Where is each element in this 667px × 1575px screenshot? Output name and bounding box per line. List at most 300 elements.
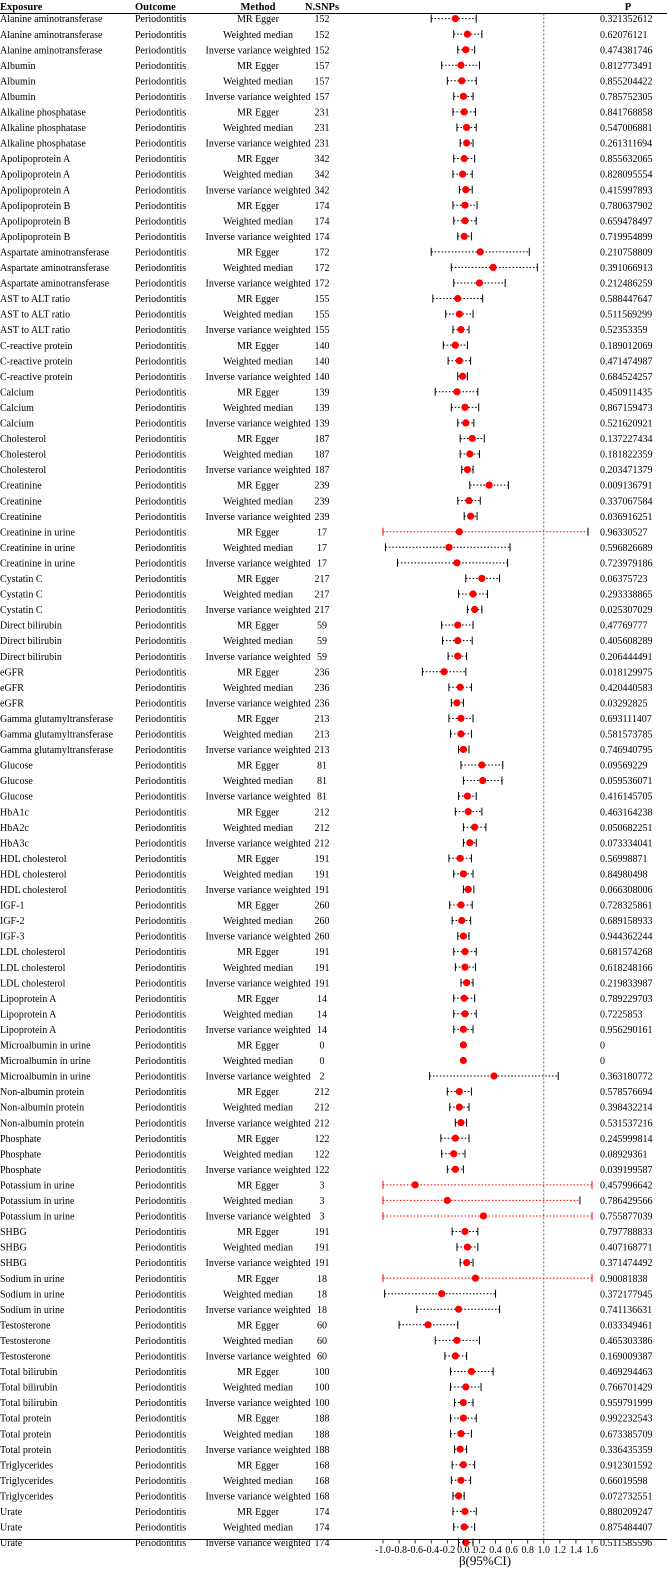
method-cell: Weighted median — [222, 682, 294, 694]
nsnps-cell: 212 — [314, 1118, 330, 1130]
nsnps-cell: 152 — [314, 29, 330, 41]
table-row — [0, 1414, 653, 1425]
point-estimate — [471, 824, 478, 831]
point-estimate — [444, 1197, 451, 1204]
outcome-cell: Periodontitis — [135, 838, 187, 850]
outcome-cell: Periodontitis — [135, 1040, 187, 1052]
nsnps-cell: 260 — [314, 916, 330, 928]
table-row — [0, 1491, 653, 1502]
p-value-cell: 0.56998871 — [600, 853, 648, 865]
table-row — [0, 621, 648, 632]
table-row — [0, 387, 652, 398]
outcome-cell: Periodontitis — [135, 263, 187, 274]
p-value-cell: 0.293338865 — [600, 589, 653, 601]
x-tick-label: 0.8 — [521, 1545, 534, 1556]
point-estimate — [460, 746, 467, 753]
method-cell: Weighted median — [222, 1196, 294, 1207]
point-estimate — [463, 124, 470, 131]
outcome-cell: Periodontitis — [135, 1538, 187, 1550]
point-estimate — [453, 699, 460, 706]
exposure-cell: C-reactive protein — [0, 356, 73, 368]
exposure-cell: Urate — [0, 1507, 23, 1518]
point-estimate — [456, 1088, 463, 1095]
point-estimate — [457, 326, 464, 333]
table-row — [0, 1289, 653, 1300]
exposure-cell: Creatinine in urine — [0, 542, 75, 554]
point-estimate — [456, 310, 463, 317]
p-value-cell: 0.531537216 — [600, 1118, 653, 1130]
p-value-cell: 0.7225853 — [600, 1009, 643, 1021]
table-row — [0, 1243, 653, 1254]
nsnps-cell: 217 — [314, 589, 330, 601]
table-row — [0, 916, 653, 927]
table-row — [0, 745, 653, 756]
table-row — [0, 30, 648, 41]
p-value-cell: 0.06375723 — [600, 574, 648, 585]
point-estimate — [461, 202, 468, 209]
point-estimate — [463, 1259, 470, 1266]
p-value-cell: 0.723979186 — [600, 558, 653, 570]
table-row — [0, 558, 653, 569]
nsnps-cell: 60 — [317, 1335, 327, 1347]
p-value-cell: 0.659478497 — [600, 216, 653, 228]
exposure-cell: Lipoprotein A — [0, 993, 57, 1005]
p-value-cell: 0.321352612 — [600, 14, 653, 26]
exposure-cell: LDL cholesterol — [0, 947, 66, 959]
point-estimate — [478, 575, 485, 582]
exposure-cell: HbA3c — [0, 838, 29, 850]
method-cell: Weighted median — [222, 496, 294, 508]
nsnps-cell: 187 — [314, 434, 330, 446]
p-value-cell: 0.47769777 — [600, 620, 648, 632]
outcome-cell: Periodontitis — [135, 869, 187, 881]
exposure-cell: Cholesterol — [0, 449, 47, 461]
exposure-cell: HDL cholesterol — [0, 853, 67, 865]
nsnps-cell: 81 — [317, 791, 327, 803]
table-row — [0, 465, 653, 476]
p-value-cell: 0.457996642 — [600, 1180, 653, 1192]
point-estimate — [461, 108, 468, 115]
method-cell: Inverse variance weighted — [205, 1491, 311, 1503]
nsnps-cell: 212 — [314, 807, 330, 819]
header-exposure: Exposure — [0, 2, 43, 13]
table-row — [0, 294, 653, 305]
exposure-cell: eGFR — [0, 698, 24, 710]
exposure-cell: Urate — [0, 1538, 23, 1550]
p-value-cell: 0.785752305 — [600, 91, 653, 103]
p-value-cell: 0.521620921 — [600, 418, 653, 430]
x-tick-label: 1.2 — [553, 1545, 567, 1556]
method-cell: MR Egger — [237, 620, 279, 632]
exposure-cell: Creatinine in urine — [0, 558, 75, 570]
nsnps-cell: 174 — [314, 216, 330, 228]
outcome-cell: Periodontitis — [135, 247, 187, 259]
exposure-cell: Testosterone — [0, 1351, 51, 1363]
method-cell: Weighted median — [222, 1429, 294, 1441]
p-value-cell: 0.337067584 — [600, 496, 653, 508]
method-cell: Weighted median — [222, 263, 294, 274]
p-value-cell: 0 — [600, 1056, 605, 1068]
exposure-cell: Glucose — [0, 760, 33, 772]
method-cell: MR Egger — [237, 340, 279, 352]
p-value-cell: 0.371474492 — [600, 1258, 653, 1270]
p-value-cell: 0.073334041 — [600, 838, 653, 850]
p-value-cell: 0.681574268 — [600, 947, 653, 959]
nsnps-cell: 3 — [319, 1196, 325, 1207]
point-estimate — [465, 886, 472, 893]
table-row — [0, 481, 653, 492]
method-cell: MR Egger — [237, 1273, 279, 1285]
point-estimate — [457, 1430, 464, 1437]
exposure-cell: Phosphate — [0, 1133, 42, 1145]
nsnps-cell: 191 — [314, 962, 330, 974]
method-cell: Inverse variance weighted — [205, 1398, 311, 1410]
nsnps-cell: 188 — [314, 1413, 330, 1425]
nsnps-cell: 212 — [314, 822, 330, 834]
outcome-cell: Periodontitis — [135, 1273, 187, 1285]
p-value-cell: 0.009136791 — [600, 480, 653, 492]
p-value-cell: 0.245999814 — [600, 1133, 653, 1145]
p-value-cell: 0.880209247 — [600, 1507, 653, 1518]
method-cell: Weighted median — [222, 1056, 294, 1068]
point-estimate — [454, 621, 461, 628]
outcome-cell: Periodontitis — [135, 200, 187, 212]
nsnps-cell: 140 — [314, 356, 330, 368]
table-row — [0, 590, 653, 601]
point-estimate — [464, 31, 471, 38]
method-cell: Inverse variance weighted — [205, 1118, 311, 1130]
p-value-cell: 0.059536071 — [600, 776, 653, 788]
nsnps-cell: 231 — [314, 107, 330, 119]
method-cell: MR Egger — [237, 900, 279, 912]
p-value-cell: 0.511585596 — [600, 1538, 653, 1550]
point-estimate — [452, 15, 459, 22]
point-estimate — [462, 419, 469, 426]
point-estimate — [457, 855, 464, 862]
table-row — [0, 263, 653, 274]
method-cell: MR Egger — [237, 1367, 279, 1379]
table-row — [0, 1352, 653, 1363]
point-estimate — [469, 435, 476, 442]
table-row — [0, 1025, 653, 1036]
outcome-cell: Periodontitis — [135, 1118, 187, 1130]
nsnps-cell: 342 — [314, 154, 330, 166]
method-cell: MR Egger — [237, 1087, 279, 1099]
table-row — [0, 201, 653, 212]
table-row — [0, 419, 653, 430]
exposure-cell: HbA1c — [0, 807, 29, 819]
table-row — [0, 108, 653, 119]
exposure-cell: Triglycerides — [0, 1460, 53, 1472]
table-row — [0, 527, 648, 538]
method-cell: MR Egger — [237, 200, 279, 212]
method-cell: MR Egger — [237, 807, 279, 819]
table-row — [0, 730, 653, 741]
table-row — [0, 1258, 653, 1269]
table-row — [0, 450, 653, 461]
p-value-cell: 0.62076121 — [600, 29, 648, 41]
exposure-cell: Direct bilirubin — [0, 620, 62, 632]
point-estimate — [461, 217, 468, 224]
exposure-cell: eGFR — [0, 667, 24, 679]
table-row — [0, 574, 648, 585]
p-value-cell: 0.398432214 — [600, 1102, 653, 1114]
point-estimate — [465, 497, 472, 504]
exposure-cell: HDL cholesterol — [0, 869, 67, 881]
outcome-cell: Periodontitis — [135, 527, 187, 539]
outcome-cell: Periodontitis — [135, 853, 187, 865]
p-value-cell: 0.959791999 — [600, 1398, 653, 1410]
point-estimate — [460, 1057, 467, 1064]
table-row — [0, 1429, 653, 1440]
method-cell: Inverse variance weighted — [205, 1164, 311, 1176]
outcome-cell: Periodontitis — [135, 1320, 187, 1332]
method-cell: Inverse variance weighted — [205, 698, 311, 710]
header-method: Method — [240, 2, 276, 13]
table-row — [0, 279, 653, 290]
exposure-cell: eGFR — [0, 682, 24, 694]
outcome-cell: Periodontitis — [135, 434, 187, 446]
method-cell: Inverse variance weighted — [205, 1258, 311, 1270]
outcome-cell: Periodontitis — [135, 1460, 187, 1472]
point-estimate — [454, 637, 461, 644]
point-estimate — [456, 528, 463, 535]
exposure-cell: Microalbumin in urine — [0, 1040, 91, 1052]
method-cell: Inverse variance weighted — [205, 1304, 311, 1316]
p-value-cell: 0.741136631 — [600, 1304, 653, 1316]
outcome-cell: Periodontitis — [135, 698, 187, 710]
point-estimate — [480, 1212, 487, 1219]
method-cell: MR Egger — [237, 294, 279, 306]
point-estimate — [461, 948, 468, 955]
exposure-cell: Calcium — [0, 418, 34, 430]
exposure-cell: Triglycerides — [0, 1491, 53, 1503]
nsnps-cell: 17 — [317, 558, 327, 570]
outcome-cell: Periodontitis — [135, 1149, 187, 1161]
point-estimate — [454, 295, 461, 302]
table-row — [0, 92, 653, 103]
table-row — [0, 605, 653, 616]
nsnps-cell: 14 — [317, 993, 327, 1005]
nsnps-cell: 14 — [317, 1024, 327, 1036]
point-estimate — [461, 964, 468, 971]
table-row — [0, 1507, 653, 1518]
method-cell: Inverse variance weighted — [205, 651, 311, 663]
p-value-cell: 0.766701429 — [600, 1382, 653, 1394]
header-outcome: Outcome — [135, 2, 176, 13]
p-value-cell: 0.689158933 — [600, 916, 653, 928]
outcome-cell: Periodontitis — [135, 1056, 187, 1068]
method-cell: Weighted median — [222, 123, 294, 135]
nsnps-cell: 191 — [314, 853, 330, 865]
p-value-cell: 0.08929361 — [600, 1149, 648, 1161]
point-estimate — [461, 1228, 468, 1235]
exposure-cell: Cystatin C — [0, 574, 43, 585]
nsnps-cell: 17 — [317, 527, 327, 539]
table-row — [0, 1118, 653, 1129]
point-estimate — [453, 559, 460, 566]
nsnps-cell: 100 — [314, 1398, 330, 1410]
p-value-cell: 0.578576694 — [600, 1087, 653, 1099]
table-row — [0, 76, 653, 87]
outcome-cell: Periodontitis — [135, 138, 187, 150]
nsnps-cell: 157 — [314, 76, 330, 88]
method-cell: MR Egger — [237, 527, 279, 539]
nsnps-cell: 231 — [314, 138, 330, 150]
method-cell: Inverse variance weighted — [205, 185, 311, 197]
exposure-cell: Apolipoprotein A — [0, 169, 71, 181]
exposure-cell: LDL cholesterol — [0, 962, 66, 974]
p-value-cell: 0.036916251 — [600, 511, 653, 523]
table-row — [0, 1056, 605, 1067]
point-estimate — [457, 684, 464, 691]
table-row — [0, 994, 653, 1005]
p-value-cell: 0.212486259 — [600, 278, 653, 290]
exposure-cell: Apolipoprotein B — [0, 216, 71, 228]
outcome-cell: Periodontitis — [135, 1429, 187, 1441]
p-value-cell: 0.956290161 — [600, 1024, 653, 1036]
exposure-cell: Potassium in urine — [0, 1180, 75, 1192]
method-cell: Weighted median — [222, 1242, 294, 1254]
exposure-cell: IGF-3 — [0, 931, 25, 943]
outcome-cell: Periodontitis — [135, 1382, 187, 1394]
table-row — [0, 683, 653, 694]
p-value-cell: 0.363180772 — [600, 1071, 653, 1083]
outcome-cell: Periodontitis — [135, 14, 187, 26]
exposure-cell: Non-albumin protein — [0, 1118, 85, 1130]
exposure-cell: Non-albumin protein — [0, 1102, 85, 1114]
method-cell: MR Egger — [237, 713, 279, 725]
exposure-cell: Creatinine — [0, 496, 42, 508]
method-cell: Inverse variance weighted — [205, 45, 311, 57]
exposure-cell: SHBG — [0, 1227, 27, 1239]
outcome-cell: Periodontitis — [135, 387, 187, 399]
table-row — [0, 1087, 653, 1098]
nsnps-cell: 342 — [314, 185, 330, 197]
p-value-cell: 0.219833987 — [600, 978, 653, 990]
exposure-cell: Microalbumin in urine — [0, 1071, 91, 1083]
outcome-cell: Periodontitis — [135, 1180, 187, 1192]
p-value-cell: 0.855632065 — [600, 154, 653, 166]
table-row — [0, 403, 653, 414]
exposure-cell: Aspartate aminotransferase — [0, 247, 110, 259]
table-row — [0, 170, 653, 181]
method-cell: MR Egger — [237, 247, 279, 259]
p-value-cell: 0.050682251 — [600, 822, 653, 834]
outcome-cell: Periodontitis — [135, 885, 187, 896]
outcome-cell: Periodontitis — [135, 511, 187, 523]
table-row — [0, 1212, 653, 1223]
p-value-cell: 0.405608289 — [600, 636, 653, 648]
method-cell: Inverse variance weighted — [205, 885, 311, 896]
point-estimate — [452, 1135, 459, 1142]
exposure-cell: Lipoprotein A — [0, 1009, 57, 1021]
exposure-cell: Direct bilirubin — [0, 636, 62, 648]
p-value-cell: 0.471474987 — [600, 356, 653, 368]
point-estimate — [486, 482, 493, 489]
table-row — [0, 667, 653, 678]
nsnps-cell: 81 — [317, 776, 327, 788]
nsnps-cell: 236 — [314, 682, 330, 694]
x-tick-label: 1.0 — [537, 1545, 551, 1556]
method-cell: MR Egger — [237, 480, 279, 492]
p-value-cell: 0.206444491 — [600, 651, 653, 663]
table-row — [0, 1367, 653, 1378]
nsnps-cell: 239 — [314, 480, 330, 492]
nsnps-cell: 0 — [319, 1056, 325, 1068]
nsnps-cell: 168 — [314, 1475, 330, 1487]
nsnps-cell: 122 — [314, 1149, 330, 1161]
nsnps-cell: 191 — [314, 947, 330, 959]
p-value-cell: 0.841768858 — [600, 107, 653, 119]
p-value-cell: 0.137227434 — [600, 434, 653, 446]
nsnps-cell: 18 — [317, 1273, 327, 1285]
method-cell: Weighted median — [222, 76, 294, 88]
exposure-cell: Total bilirubin — [0, 1382, 58, 1394]
nsnps-cell: 260 — [314, 931, 330, 943]
outcome-cell: Periodontitis — [135, 962, 187, 974]
exposure-cell: LDL cholesterol — [0, 978, 66, 990]
table-row — [0, 14, 653, 25]
outcome-cell: Periodontitis — [135, 822, 187, 834]
p-value-cell: 0.746940795 — [600, 745, 653, 757]
method-cell: MR Egger — [237, 1227, 279, 1239]
method-cell: Weighted median — [222, 822, 294, 834]
nsnps-cell: 14 — [317, 1009, 327, 1021]
nsnps-cell: 3 — [319, 1211, 325, 1223]
p-value-cell: 0.96330527 — [600, 527, 648, 539]
point-estimate — [440, 668, 447, 675]
p-value-cell: 0.588447647 — [600, 294, 653, 306]
table-row — [0, 1523, 653, 1534]
method-cell: MR Egger — [237, 1460, 279, 1472]
point-estimate — [460, 1041, 467, 1048]
method-cell: Inverse variance weighted — [205, 511, 311, 523]
point-estimate — [460, 93, 467, 100]
exposure-cell: HbA2c — [0, 822, 29, 834]
table-row — [0, 1274, 648, 1285]
method-cell: Inverse variance weighted — [205, 838, 311, 850]
exposure-cell: IGF-1 — [0, 900, 25, 912]
p-value-cell: 0.420440583 — [600, 682, 653, 694]
method-cell: Inverse variance weighted — [205, 231, 311, 243]
outcome-cell: Periodontitis — [135, 776, 187, 788]
outcome-cell: Periodontitis — [135, 1335, 187, 1347]
point-estimate — [457, 901, 464, 908]
p-value-cell: 0.416145705 — [600, 791, 653, 803]
table-row — [0, 496, 653, 507]
table-row — [0, 854, 648, 865]
method-cell: MR Egger — [237, 1040, 279, 1052]
table-row — [0, 1165, 653, 1176]
p-value-cell: 0.755877039 — [600, 1211, 653, 1223]
exposure-cell: Urate — [0, 1522, 23, 1534]
outcome-cell: Periodontitis — [135, 231, 187, 243]
table-row — [0, 761, 648, 772]
outcome-cell: Periodontitis — [135, 558, 187, 570]
table-row — [0, 356, 653, 367]
method-cell: Weighted median — [222, 1009, 294, 1021]
nsnps-cell: 60 — [317, 1351, 327, 1363]
table-row — [0, 714, 652, 725]
outcome-cell: Periodontitis — [135, 216, 187, 228]
nsnps-cell: 59 — [317, 651, 327, 663]
exposure-cell: Total bilirubin — [0, 1398, 58, 1410]
point-estimate — [438, 1290, 445, 1297]
nsnps-cell: 172 — [314, 247, 330, 259]
p-value-cell: 0.210758809 — [600, 247, 653, 259]
outcome-cell: Periodontitis — [135, 402, 187, 414]
